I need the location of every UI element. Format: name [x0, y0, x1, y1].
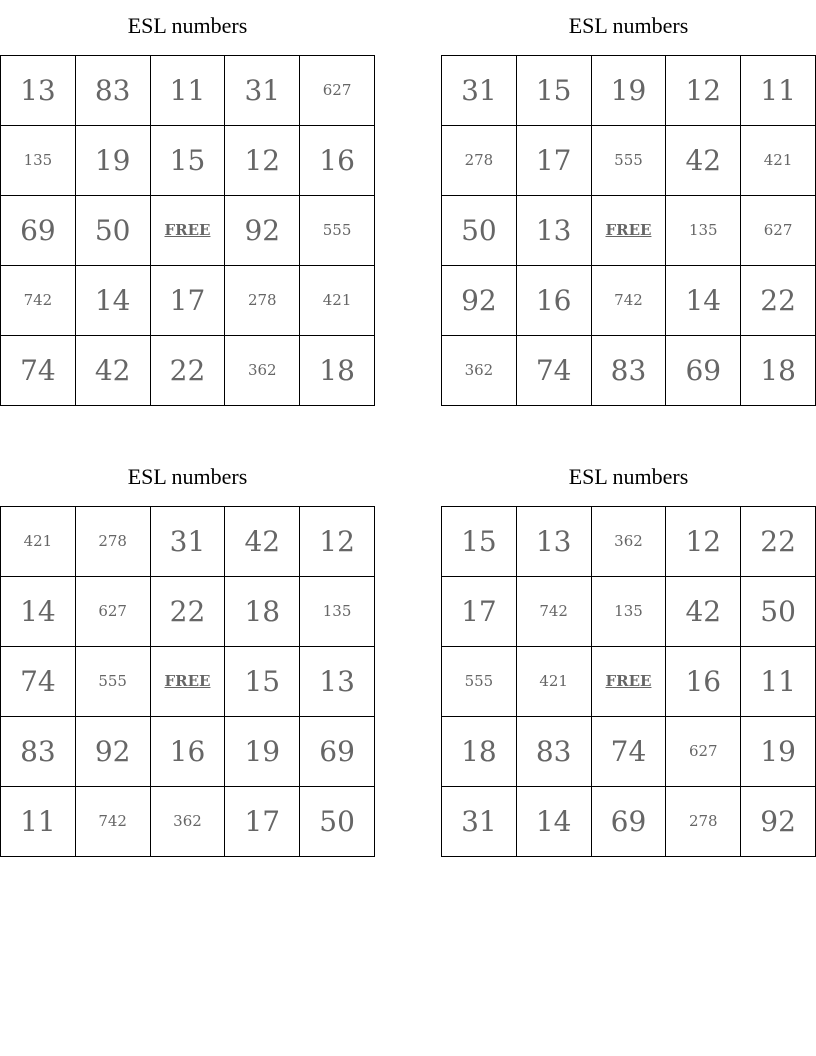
number-cell: 83: [75, 56, 150, 126]
number-cell: 15: [442, 507, 517, 577]
number-cell: 42: [225, 507, 300, 577]
number-cell: 13: [300, 647, 375, 717]
grid-row: [1, 577, 375, 647]
number-cell: 135: [1, 126, 76, 196]
number-cell: 362: [442, 336, 517, 406]
number-cell: 50: [741, 577, 816, 647]
number-cell: 421: [741, 126, 816, 196]
number-cell: 135: [591, 577, 666, 647]
number-cell: 12: [666, 56, 741, 126]
number-cell: 92: [225, 196, 300, 266]
number-cell: 12: [300, 507, 375, 577]
number-cell: 362: [591, 507, 666, 577]
grid-row: [442, 577, 816, 647]
number-cell: 555: [442, 647, 517, 717]
card-title: ESL numbers: [127, 13, 248, 38]
grid-row: [1, 787, 375, 857]
number-cell: 31: [225, 56, 300, 126]
number-cell: 12: [225, 126, 300, 196]
number-cell: 92: [442, 266, 517, 336]
number-cell: 18: [442, 717, 517, 787]
number-cell: 11: [1, 787, 76, 857]
number-cell: 69: [666, 336, 741, 406]
number-cell: 18: [225, 577, 300, 647]
free-space-cell: FREE: [591, 196, 666, 266]
number-cell: 627: [75, 577, 150, 647]
number-cell: 135: [300, 577, 375, 647]
number-cell: 22: [741, 507, 816, 577]
number-cell: 83: [1, 717, 76, 787]
free-space-cell: FREE: [150, 196, 225, 266]
number-cell: 19: [75, 126, 150, 196]
number-cell: 555: [75, 647, 150, 717]
grid-row: [1, 717, 375, 787]
grid-row: [442, 717, 816, 787]
number-cell: 555: [300, 196, 375, 266]
number-cell: 627: [300, 56, 375, 126]
number-cell: 14: [75, 266, 150, 336]
number-cell: 50: [75, 196, 150, 266]
number-cell: 421: [1, 507, 76, 577]
number-cell: 742: [591, 266, 666, 336]
grid-row: [442, 56, 816, 126]
number-cell: 627: [666, 717, 741, 787]
number-cell: 31: [442, 56, 517, 126]
number-cell: 42: [75, 336, 150, 406]
number-cell: 16: [666, 647, 741, 717]
grid-row: [1, 507, 375, 577]
bingo-grid: [0, 55, 375, 406]
grid-row: [1, 647, 375, 717]
card-title: ESL numbers: [127, 464, 248, 489]
number-cell: 278: [75, 507, 150, 577]
number-cell: 13: [516, 507, 591, 577]
number-cell: 11: [741, 56, 816, 126]
number-cell: 31: [150, 507, 225, 577]
number-cell: 92: [741, 787, 816, 857]
number-cell: 15: [150, 126, 225, 196]
number-cell: 742: [1, 266, 76, 336]
grid-row: [442, 336, 816, 406]
number-cell: 69: [1, 196, 76, 266]
number-cell: 18: [300, 336, 375, 406]
number-cell: 74: [516, 336, 591, 406]
number-cell: 742: [516, 577, 591, 647]
grid-row: [1, 56, 375, 126]
number-cell: 83: [591, 336, 666, 406]
number-cell: 22: [741, 266, 816, 336]
number-cell: 19: [591, 56, 666, 126]
number-cell: 627: [741, 196, 816, 266]
number-cell: 362: [225, 336, 300, 406]
number-cell: 16: [150, 717, 225, 787]
grid-row: [1, 336, 375, 406]
number-cell: 19: [741, 717, 816, 787]
grid-row: [1, 196, 375, 266]
number-cell: 421: [516, 647, 591, 717]
number-cell: 14: [1, 577, 76, 647]
number-cell: 13: [516, 196, 591, 266]
bingo-grid: [0, 506, 375, 857]
number-cell: 74: [1, 647, 76, 717]
number-cell: 15: [516, 56, 591, 126]
number-cell: 14: [516, 787, 591, 857]
bingo-grid: [441, 55, 816, 406]
number-cell: 421: [300, 266, 375, 336]
number-cell: 15: [225, 647, 300, 717]
grid-row: [442, 196, 816, 266]
grid-row: [442, 126, 816, 196]
number-cell: 13: [1, 56, 76, 126]
grid-row: [442, 787, 816, 857]
grid-row: [1, 266, 375, 336]
number-cell: 11: [150, 56, 225, 126]
number-cell: 69: [591, 787, 666, 857]
number-cell: 278: [666, 787, 741, 857]
number-cell: 278: [225, 266, 300, 336]
number-cell: 18: [741, 336, 816, 406]
number-cell: 74: [1, 336, 76, 406]
number-cell: 69: [300, 717, 375, 787]
number-cell: 22: [150, 577, 225, 647]
card-title: ESL numbers: [568, 464, 689, 489]
number-cell: 278: [442, 126, 517, 196]
number-cell: 742: [75, 787, 150, 857]
number-cell: 74: [591, 717, 666, 787]
grid-row: [442, 507, 816, 577]
number-cell: 19: [225, 717, 300, 787]
bingo-grid: [441, 506, 816, 857]
number-cell: 16: [516, 266, 591, 336]
number-cell: 17: [442, 577, 517, 647]
card-title: ESL numbers: [568, 13, 689, 38]
number-cell: 14: [666, 266, 741, 336]
grid-row: [442, 266, 816, 336]
number-cell: 31: [442, 787, 517, 857]
grid-row: [1, 126, 375, 196]
number-cell: 12: [666, 507, 741, 577]
number-cell: 555: [591, 126, 666, 196]
number-cell: 16: [300, 126, 375, 196]
free-space-cell: FREE: [591, 647, 666, 717]
number-cell: 42: [666, 126, 741, 196]
number-cell: 22: [150, 336, 225, 406]
number-cell: 42: [666, 577, 741, 647]
free-space-cell: FREE: [150, 647, 225, 717]
number-cell: 50: [442, 196, 517, 266]
number-cell: 83: [516, 717, 591, 787]
number-cell: 17: [225, 787, 300, 857]
number-cell: 17: [150, 266, 225, 336]
number-cell: 362: [150, 787, 225, 857]
number-cell: 11: [741, 647, 816, 717]
number-cell: 135: [666, 196, 741, 266]
grid-row: [442, 647, 816, 717]
number-cell: 17: [516, 126, 591, 196]
number-cell: 92: [75, 717, 150, 787]
number-cell: 50: [300, 787, 375, 857]
